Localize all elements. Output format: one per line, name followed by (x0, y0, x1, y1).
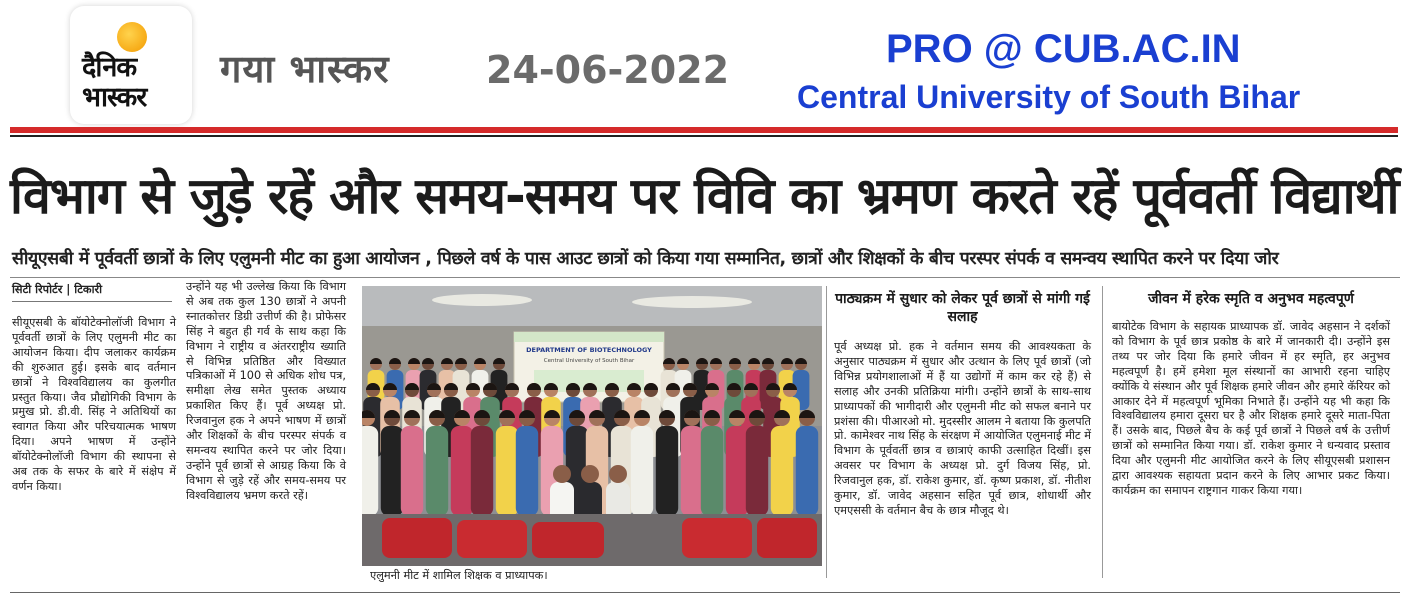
seated-person-head (581, 465, 599, 483)
group-photo (362, 286, 822, 566)
person-body (401, 426, 423, 516)
column-divider (826, 286, 827, 578)
person-body (362, 426, 378, 516)
sun-icon (117, 22, 147, 52)
person-body (746, 426, 768, 516)
article-column-4: बायोटेक विभाग के सहायक प्राध्यापक डॉ. जावेद अहसान ने दर्शकों को विभाग के पूर्व छात्र प्रकोष्ठ के बारे में जानकारी दी। उन्होंने इस तथ्य पर जोर दिया कि हमारे जीवन में हर स्मृति, हर अनुभव महत्वपूर्ण है। हमें हमेशा मूल संस्थानों का आभारी रहना चाहिए क्योंकि ये संस्थान और पूर्व शिक्षक हमारे जीवन और हमारे कॅरियर को आकार देने में महत्वपूर्ण भूमिका निभाते हैं। उन्होंने यह भी कहा कि विश्वविद्यालय हमारा दूसरा घर है और शिक्षक हमारे दूसरे माता-पिता हैं। उसके बाद, पिछले बैच के कई पूर्व छात्रों ने पिछले वर्ष के उत्तीर्ण छात्रों को सम्मानित किया गया। डॉ. राकेश कुमार ने धन्यवाद प्रस्ताव दिया और एलुमनी मीट आयोजित करने के लिए सीयूएसबी प्रशासन द्वारा आवश्यक सहायता प्रदान करने के लिए आभार प्रकट किया। कार्यक्रम का समापन राष्ट्रगान गाकर किया गया। (1112, 320, 1390, 497)
seated-person-head (609, 465, 627, 483)
person-body (516, 426, 538, 516)
university-name: Central University of South Bihar (797, 79, 1301, 115)
logo-text-line1: दैनिक (82, 52, 137, 83)
publication-date: 24-06-2022 (486, 48, 730, 92)
article-column-1: सीयूएसबी के बॉयोटेक्नोलॉजी विभाग ने पूर्ववर्ती छात्रों के लिए एलुमनी मीट का आयोजन किया। दीप जलाकर कार्यक्रम की शुरुआत हुई। इसके बाद वर्तमान छात्रों ने विश्वविद्यालय का कुलगीत प्रस्तुत किया। जैव प्रौद्योगिकी विभाग के प्रमुख प्रो. डी.वी. सिंह ने अतिथियों का स्वागत किया और परिचयात्मक भाषण दिया। अपने भाषण में उन्होंने बॉयोटेक्नोलॉजी विभाग की स्थापना से अब तक के सफर के बारे में संक्षेप में वर्णन किया। (12, 316, 176, 493)
person-body (701, 426, 723, 516)
section-heading-curriculum: पाठ्यक्रम में सुधार को लेकर पूर्व छात्रों से मांगी गई सलाह (835, 291, 1090, 325)
article-subheadline: सीयूएसबी में पूर्ववर्ती छात्रों के लिए एलुमनी मीट का हुआ आयोजन , पिछले वर्ष के पास आउट छात्रों को किया गया सम्मानित, छात्रों और शिक्षकों के बीच परस्पर संपर्क व समन्वय स्थापित करने पर दिया जोर (12, 249, 1279, 269)
subhead-divider (10, 277, 1400, 278)
person-body (796, 426, 818, 516)
person-body (381, 426, 403, 516)
bottom-rule (10, 592, 1400, 593)
group-photo-illustration (362, 286, 822, 566)
masthead-black-rule (10, 135, 1398, 137)
person-body (631, 426, 653, 516)
person-body (471, 426, 493, 516)
byline: सिटी रिपोर्टर | टिकारी (12, 282, 172, 302)
seated-person-head (553, 465, 571, 483)
pro-email: PRO @ CUB.AC.IN (886, 27, 1241, 71)
person-body (426, 426, 448, 516)
article-column-2: उन्होंने यह भी उल्लेख किया कि विभाग से अब तक कुल 130 छात्रों ने अपनी स्नातकोत्तर डिग्री उत्तीर्ण की है। प्रोफेसर सिंह ने बहुत ही गर्व के साथ कहा कि विभाग ने राष्ट्रीय व अंतरराष्ट्रीय ख्याति से विभिन्न प्रतिष्ठित और विख्यात पत्रिकाओं में 100 से अधिक शोध पत्र, समीक्षा लेख समेत पुस्तक अध्याय प्रकाशित किए हैं। पूर्व अध्यक्ष प्रो. रिजवानुल हक ने अपने भाषण में छात्रों और शिक्षकों के बीच परस्पर संपर्क व समन्वय स्थापित करने पर जोर दिया। उन्होंने पूर्व छात्रों से आग्रह किया कि वे विभाग से जुड़े रहें और समय-समय पर विश्वविद्यालय भ्रमण करते रहें। (186, 280, 346, 502)
person-body (771, 426, 793, 516)
person-body (656, 426, 678, 516)
section-heading-memory: जीवन में हरेक स्मृति व अनुभव महत्वपूर्ण (1148, 291, 1354, 307)
edition-name: गया भास्कर (220, 47, 390, 91)
banner-univ-text: Central University of South Bihar (543, 358, 635, 364)
article-column-3: पूर्व अध्यक्ष प्रो. हक ने वर्तमान समय की आवश्यकता के अनुसार पाठ्यक्रम में सुधार और उत्थान के लिए पूर्व छात्रों (जो विभिन्न प्रयोगशालाओं में हैं या उद्योगों में काम कर रहे हैं) से सलाह और उनकी प्रतिक्रिया मांगी। उन्होंने छात्रों के साथ-साथ प्राध्यापकों की भागीदारी और एलुमनी मीट को सफल बनाने पर प्रशंसा की। पीआरओ मो. मुदस्सीर आलम ने बताया कि कुलपति प्रो. कामेश्वर नाथ सिंह के संरक्षण में आयोजित एलुमनाई मीट में विभाग के पूर्ववर्ती छात्र व छात्राएं काफी उत्साहित दिखीं। इस अवसर पर विभाग के अध्यक्ष प्रो. दुर्ग विजय सिंह, प्रो. रिजवानुल हक, डॉ. राकेश कुमार, डॉ. कृष्ण प्रकाश, डॉ. नीतीश कुमार, डॉ. जावेद अहसान सहित पूर्व छात्र, शोधार्थी और एमएससी के वर्तमान बैच के छात्र मौजूद थे। (834, 340, 1091, 517)
person-body (726, 426, 748, 516)
article-headline: विभाग से जुड़े रहें और समय-समय पर विवि का भ्रमण करते रहें पूर्ववर्ती विद्यार्थी (10, 167, 1399, 225)
photo-caption: एलुमनी मीट में शामिल शिक्षक व प्राध्यापक। (370, 569, 548, 582)
column-divider (1102, 286, 1103, 578)
person-body (451, 426, 473, 516)
person-body (681, 426, 703, 516)
masthead-red-rule (10, 127, 1398, 133)
person-body (496, 426, 518, 516)
logo-text-line2: भास्कर (82, 82, 147, 113)
banner-dept-text: DEPARTMENT OF BIOTECHNOLOGY (526, 346, 652, 354)
